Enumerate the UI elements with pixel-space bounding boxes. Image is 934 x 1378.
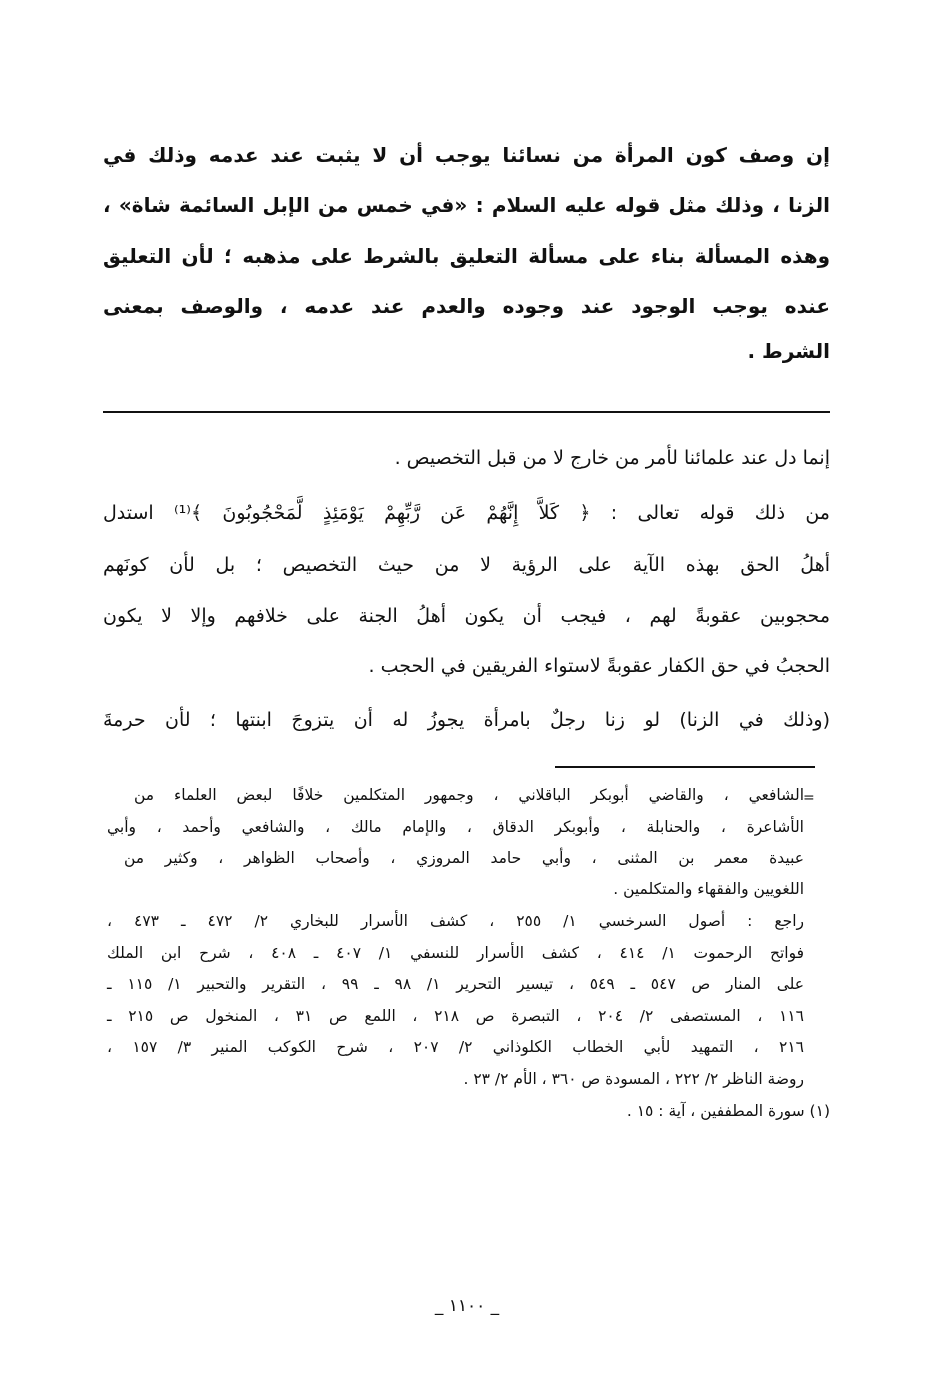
footnote-line: ١١٦ ، المستصفى ٢/ ٢٠٤ ، التبصرة ص ٢١٨ ، اللمع ص ٣١ ، المنخول ص ٢١٥ ـ: [107, 1007, 805, 1025]
main-line: وهذه المسألة بناء على مسألة التعليق بالشرط على مذهبه ؛ لأن التعليق: [103, 244, 830, 268]
footnote-line: ٢١٦ ، التمهيد لأبي الخطاب الكلوذاني ٢/ ٢٠٧ ، شرح الكوكب المنير ٣/ ١٥٧ ،: [107, 1038, 804, 1056]
footnote-line: الأشاعرة ، والحنابلة ، وأبوبكر الدقاق ، والإمام مالك ، والشافعي وأحمد ، وأبي: [107, 818, 804, 836]
footnote-line: فواتح الرحموت ١/ ٤١٤ ، كشف الأسرار للنسفي ١/ ٤٠٧ ـ ٤٠٨ ، شرح ابن الملك: [107, 944, 805, 962]
footnote-line: اللغويين والفقهاء والمتكلمين .: [613, 880, 804, 898]
footnote-line: روضة الناظر ٢/ ٢٢٢ ، المسودة ص ٣٦٠ ، الأم ٢/ ٢٣ .: [463, 1070, 804, 1088]
section-divider: [103, 411, 830, 413]
commentary-line: إنما دل عند علمائنا لأمر من خارج لا من قبل التخصيص .: [394, 447, 830, 469]
commentary-line: (وذلك في الزنا) لو زنا رجلٌ بامرأة يجوزُ له أن يتزوجَ ابنتها ؛ لأن حرمةَ: [103, 709, 830, 731]
commentary-line: أهلُ الحق بهذه الآية على الرؤية لا من حيث التخصيص ؛ بل لأن كونَهم: [103, 554, 830, 576]
commentary-line: الحجبُ في حق الكفار عقوبةً لاستواء الفريقين في الحجب .: [368, 655, 830, 677]
main-line: الشرط .: [747, 339, 830, 363]
main-line: إن وصف كون المرأة من نسائنا يوجب أن لا يثبت عند عدمه وذلك في: [103, 143, 830, 167]
footnote-divider: [555, 766, 815, 768]
footnote-continuation-mark: =: [803, 790, 815, 806]
footnote-line: على المنار ص ٥٤٧ ـ ٥٤٩ ، تيسير التحرير ١/ ٩٨ ـ ٩٩ ، التقرير والتحبير ١/ ١١٥ ـ: [107, 975, 804, 993]
footnote-line: عبيدة معمر بن المثنى ، وأبي حامد المروزي ، وأصحاب الظواهر ، وكثير من: [124, 849, 804, 867]
footnote-1: (١) سورة المطففين ، آية : ١٥ .: [626, 1102, 830, 1120]
footnote-line: راجع : أصول السرخسي ١/ ٢٥٥ ، كشف الأسرار للبخاري ٢/ ٤٧٢ ـ ٤٧٣ ،: [107, 912, 804, 930]
main-line: الزنا ، وذلك مثل قوله عليه السلام : «في خمس من الإبل السائمة شاة» ،: [103, 193, 830, 217]
footnote-line: الشافعي ، والقاضي أبوبكر الباقلاني ، وجمهور المتكلمين خلافًا لبعض العلماء من: [134, 786, 804, 804]
commentary-line: من ذلك قوله تعالى : ﴿ كَلاَّ إِنَّهُمْ عَن رَّبِّهِمْ يَوْمَئِذٍ لَّمَحْجُوبُونَ ﴾⁽¹⁾ استدل: [103, 502, 830, 524]
page-number: _ ١١٠٠ _: [434, 1296, 500, 1316]
commentary-line: محجوبين عقوبةً لهم ، فيجب أن يكون أهلُ الجنة على خلافهم وإلا لا يكون: [103, 605, 830, 627]
main-line: عنده يوجب الوجود عند وجوده والعدم عند عدمه ، والوصف بمعنى: [103, 294, 830, 318]
